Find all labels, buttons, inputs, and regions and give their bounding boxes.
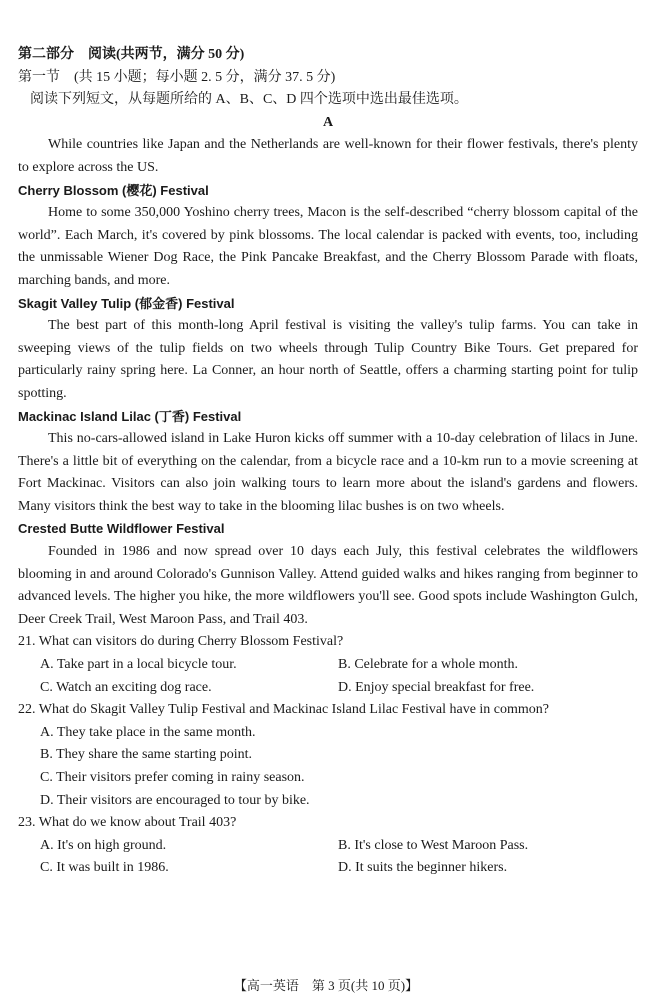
question-22-stem: 22. What do Skagit Valley Tulip Festival and Mackinac Island Lilac Festival have in common? <box>18 702 550 718</box>
question-23-option-a: A. It's on high ground. <box>40 837 167 853</box>
question-21-option-d: D. Enjoy special breakfast for free. <box>338 679 535 695</box>
section-text-tulip: The best part of this month-long April festival is visiting the valley's tulip farms. You can take in sweeping views of the tulip fields on two wheels through Tulip Country Bike Tours. Get prepared for particularly rainy spring here. La Conner, an hour north of Seattle, offers a charming starting point for tulip spotting. <box>18 318 638 401</box>
passage-label: A <box>322 114 334 130</box>
part-title: 第二部分 阅读(共两节，满分 50 分) <box>18 47 245 62</box>
question-23-options-row-1 <box>18 835 638 858</box>
question-23-option-c: C. It was built in 1986. <box>40 860 169 876</box>
instruction: 阅读下列短文，从每题所给的 A、B、C、D 四个选项中选出最佳选项。 <box>30 92 468 108</box>
question-22-option-d: D. Their visitors are encouraged to tour by bike. <box>40 792 310 808</box>
question-21-stem: 21. What can visitors do during Cherry Blossom Festival? <box>18 634 344 650</box>
question-23-option-d: D. It suits the beginner hikers. <box>338 860 508 876</box>
exam-page <box>18 44 638 880</box>
question-21-options-row-1 <box>18 654 638 677</box>
section-text-cherry: Home to some 350,000 Yoshino cherry trees, Macon is the self-described “cherry blossom capital of the world”. Each March, it's covered by pink blossoms. The local calendar is packed with events, too, including the unmissable Wiener Dog Race, the Pink Pancake Breakfast, and the Cherry Blossom Parade with floats, marching bands, and more. <box>18 205 638 288</box>
section-heading-cherry: Cherry Blossom (樱花) Festival <box>18 182 209 198</box>
question-22-option-c: C. Their visitors prefer coming in rainy season. <box>40 770 305 785</box>
question-21-option-c: C. Watch an exciting dog race. <box>40 679 212 695</box>
question-21-option-b: B. Celebrate for a whole month. <box>338 657 519 673</box>
section-heading-wildflower: Crested Butte Wildflower Festival <box>18 521 225 537</box>
page-footer: 【高一英语 第 3 页(共 10 页)】 <box>233 978 419 993</box>
question-21-option-a: A. Take part in a local bicycle tour. <box>40 657 237 673</box>
question-21-options-row-2 <box>18 677 638 700</box>
section-heading-lilac: Mackinac Island Lilac (丁香) Festival <box>18 408 242 424</box>
question-22-option-a: A. They take place in the same month. <box>40 724 256 740</box>
section-text-lilac: This no-cars-allowed island in Lake Huron kicks off summer with a 10-day celebration of lilacs in June. There's a little bit of everything on the calendar, from a bicycle race and a 10-km run to a movie screening at Fort Mackinac. Visitors can also join walking tours to learn more about the island's gardens and flowers. Many visitors think the best way to take in the blooming lilac bushes is on two wheels. <box>18 431 638 514</box>
question-23-options-row-2 <box>18 857 638 880</box>
question-22-option-b: B. They share the same starting point. <box>40 747 253 763</box>
section-text-wildflower: Founded in 1986 and now spread over 10 days each July, this festival celebrates the wildflowers blooming in and around Colorado's Gunnison Valley. Attend guided walks and hikes ranging from beginner to advanced levels. The higher you hike, the more wildflowers you'll see. Good spots include Washington Gulch, Deer Creek Trail, West Maroon Pass, and Trail 403. <box>18 544 638 627</box>
section-heading-tulip: Skagit Valley Tulip (郁金香) Festival <box>18 295 235 311</box>
question-23-stem: 23. What do we know about Trail 403? <box>18 815 237 831</box>
section-title: 第一节 (共 15 小题；每小题 2. 5 分，满分 37. 5 分) <box>18 69 336 85</box>
question-23-option-b: B. It's close to West Maroon Pass. <box>338 837 529 853</box>
passage-intro: While countries like Japan and the Netherlands are well-known for their flower festivals, there's plenty to explore across the US. <box>18 137 638 175</box>
